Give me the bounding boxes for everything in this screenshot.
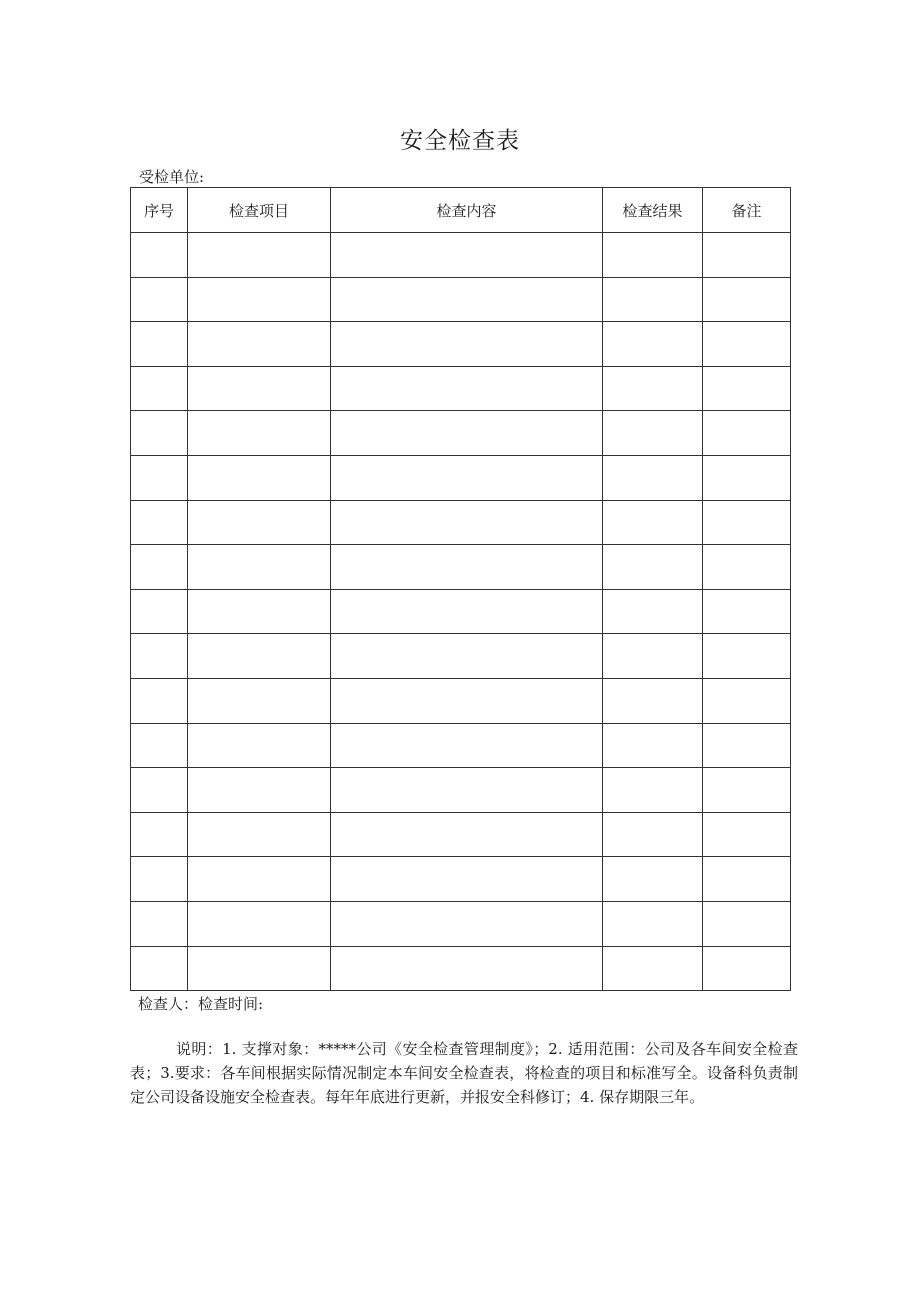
- inspection-table: [130, 187, 791, 991]
- check-content-cell: [331, 678, 603, 723]
- check-content-cell: [331, 322, 603, 367]
- check-content-cell: [331, 723, 603, 768]
- header-check-item: 检查项目: [188, 188, 331, 233]
- check-item-cell: [188, 857, 331, 902]
- remarks-cell: [703, 411, 791, 456]
- check-content-cell: [331, 545, 603, 590]
- check-item-cell: [188, 678, 331, 723]
- remarks-cell: [703, 723, 791, 768]
- check-content-cell: [331, 411, 603, 456]
- remarks-cell: [703, 946, 791, 991]
- serial-number-cell: [131, 455, 188, 500]
- check-result-cell: [603, 857, 703, 902]
- check-content-cell: [331, 768, 603, 813]
- table-row: [131, 277, 791, 322]
- header-check-result: 检查结果: [603, 188, 703, 233]
- check-content-cell: [331, 500, 603, 545]
- serial-number-cell: [131, 812, 188, 857]
- header-serial-number: 序号: [131, 188, 188, 233]
- document-title: 安全检查表: [400, 128, 520, 154]
- serial-number-cell: [131, 233, 188, 278]
- serial-number-cell: [131, 277, 188, 322]
- table-row: [131, 411, 791, 456]
- check-result-cell: [603, 589, 703, 634]
- table-row: [131, 723, 791, 768]
- table-row: [131, 366, 791, 411]
- check-content-cell: [331, 277, 603, 322]
- serial-number-cell: [131, 589, 188, 634]
- check-item-cell: [188, 812, 331, 857]
- check-item-cell: [188, 589, 331, 634]
- check-content-cell: [331, 857, 603, 902]
- check-result-cell: [603, 678, 703, 723]
- check-item-cell: [188, 411, 331, 456]
- remarks-cell: [703, 545, 791, 590]
- table-row: [131, 901, 791, 946]
- check-result-cell: [603, 946, 703, 991]
- serial-number-cell: [131, 678, 188, 723]
- table-row: [131, 857, 791, 902]
- check-item-cell: [188, 233, 331, 278]
- check-result-cell: [603, 277, 703, 322]
- table-row: [131, 545, 791, 590]
- check-item-cell: [188, 946, 331, 991]
- table-row: [131, 678, 791, 723]
- check-result-cell: [603, 812, 703, 857]
- serial-number-cell: [131, 901, 188, 946]
- check-item-cell: [188, 768, 331, 813]
- table-row: [131, 500, 791, 545]
- inspected-unit-label: 受检单位:: [139, 168, 205, 186]
- remarks-cell: [703, 455, 791, 500]
- remarks-cell: [703, 589, 791, 634]
- remarks-cell: [703, 768, 791, 813]
- table-row: [131, 322, 791, 367]
- table-header-row: [131, 188, 791, 233]
- remarks-cell: [703, 277, 791, 322]
- table-body: [131, 233, 791, 991]
- table-row: [131, 634, 791, 679]
- serial-number-cell: [131, 723, 188, 768]
- check-content-cell: [331, 634, 603, 679]
- check-content-cell: [331, 366, 603, 411]
- check-content-cell: [331, 812, 603, 857]
- check-result-cell: [603, 455, 703, 500]
- serial-number-cell: [131, 500, 188, 545]
- serial-number-cell: [131, 857, 188, 902]
- check-content-cell: [331, 233, 603, 278]
- check-result-cell: [603, 768, 703, 813]
- check-item-cell: [188, 322, 331, 367]
- check-item-cell: [188, 500, 331, 545]
- check-item-cell: [188, 545, 331, 590]
- header-remarks: 备注: [703, 188, 791, 233]
- remarks-cell: [703, 857, 791, 902]
- remarks-cell: [703, 500, 791, 545]
- table-row: [131, 812, 791, 857]
- check-item-cell: [188, 634, 331, 679]
- table-row: [131, 589, 791, 634]
- remarks-cell: [703, 322, 791, 367]
- check-result-cell: [603, 901, 703, 946]
- check-item-cell: [188, 277, 331, 322]
- check-result-cell: [603, 545, 703, 590]
- check-item-cell: [188, 455, 331, 500]
- table-row: [131, 946, 791, 991]
- check-content-cell: [331, 589, 603, 634]
- check-result-cell: [603, 233, 703, 278]
- remarks-cell: [703, 634, 791, 679]
- check-result-cell: [603, 366, 703, 411]
- check-content-cell: [331, 455, 603, 500]
- header-check-content: 检查内容: [331, 188, 603, 233]
- check-result-cell: [603, 634, 703, 679]
- serial-number-cell: [131, 634, 188, 679]
- table-row: [131, 233, 791, 278]
- remarks-cell: [703, 233, 791, 278]
- check-content-cell: [331, 901, 603, 946]
- remarks-cell: [703, 901, 791, 946]
- serial-number-cell: [131, 946, 188, 991]
- check-item-cell: [188, 901, 331, 946]
- serial-number-cell: [131, 411, 188, 456]
- check-result-cell: [603, 322, 703, 367]
- check-result-cell: [603, 723, 703, 768]
- serial-number-cell: [131, 322, 188, 367]
- serial-number-cell: [131, 545, 188, 590]
- table-row: [131, 455, 791, 500]
- remarks-cell: [703, 678, 791, 723]
- check-item-cell: [188, 366, 331, 411]
- check-result-cell: [603, 411, 703, 456]
- remarks-cell: [703, 366, 791, 411]
- inspector-and-time-label: 检查人：检查时间:: [138, 995, 264, 1013]
- check-item-cell: [188, 723, 331, 768]
- table-row: [131, 768, 791, 813]
- serial-number-cell: [131, 366, 188, 411]
- notes-paragraph: 说明：1. 支撑对象：*****公司《安全检查管理制度》；2. 适用范围：公司及各车间安全检查表；3.要求：各车间根据实际情况制定本车间安全检查表，将检查的项目和标准写全。设备科负责制定公司设备设施安全检查表。每年年底进行更新，并报安全科修订；4. 保存期限三年。: [130, 1040, 798, 1106]
- remarks-cell: [703, 812, 791, 857]
- serial-number-cell: [131, 768, 188, 813]
- check-result-cell: [603, 500, 703, 545]
- check-content-cell: [331, 946, 603, 991]
